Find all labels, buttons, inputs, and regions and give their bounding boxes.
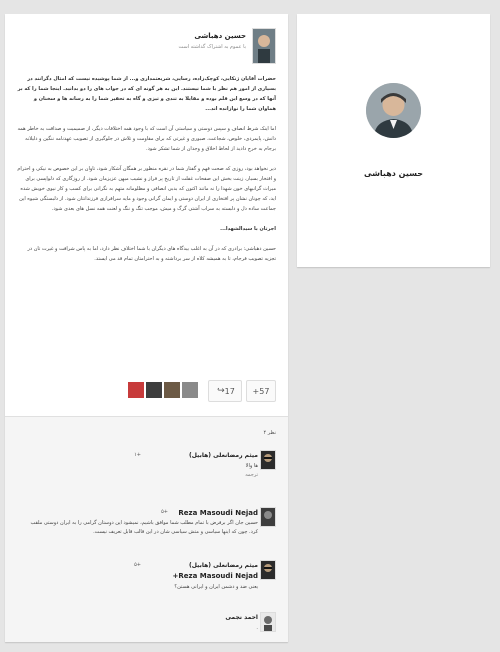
comment-item: [22, 507, 276, 557]
post-paragraph-1: حضرات آقایان ژنکایی، کوچک‌زاده، رسایی، شریعتمداری و... از شما پوشیده نیست که امثال دگرانند در بسیاری از امور هم نظر با شما نیستند. این به هر گونه ای که در جواب های را دو بدانید. اینجا شما را که بر آنها که در وسع این قلم بوده و مقابلا به تندی و تیزی و گاه به تحقیر شما را به رسانه ها و سخنان و هماوان شما را نوازانده اند...: [17, 76, 276, 112]
author-avatar[interactable]: [252, 28, 276, 64]
plusser-avatar-3[interactable]: [146, 382, 162, 398]
post-card: [5, 14, 288, 642]
profile-photo[interactable]: [366, 83, 421, 138]
commenter-name[interactable]: میثم رمضانعلی (هابیل): [189, 562, 258, 569]
comment-item: [22, 450, 276, 490]
commenter-avatar[interactable]: [260, 612, 276, 632]
commenter-avatar[interactable]: [260, 507, 276, 527]
commenter-name[interactable]: احمد نجمی: [225, 614, 258, 621]
avatar-photo-icon: [261, 508, 275, 526]
comment-plus-count[interactable]: +۵: [161, 509, 168, 515]
post-actions: [17, 377, 276, 401]
plusser-avatar-4[interactable]: [128, 382, 144, 398]
comment-item: [22, 612, 276, 652]
comment-text: .: [256, 625, 258, 631]
plus-one-button[interactable]: +57: [246, 380, 276, 402]
post-paragraph-4: اجرتان با سیدالشهدا...: [220, 226, 276, 232]
share-arrow-icon: ↪: [217, 386, 225, 396]
avatar-photo-icon: [261, 451, 275, 469]
comment-plus-count[interactable]: +۱: [134, 452, 141, 458]
share-button[interactable]: [208, 380, 242, 402]
share-count: 17: [224, 386, 235, 396]
avatar-photo-icon: [261, 613, 275, 631]
comment-text: ها والا: [245, 463, 258, 469]
post-author-name[interactable]: حسین دهباشی: [194, 32, 246, 40]
commenter-name[interactable]: میثم رمضانعلی (هابیل): [189, 452, 258, 459]
comment-text: حسین جان اگر برفرض با تمام مطلب شما موافق باشیم، نمیشود این دوستان گرامی را به ایران دوستی ملقب کرد. چون که اینها سیاسی و متش سیاسی شان در این قالب قابل تعریف نیست.: [30, 520, 258, 535]
post-header: [16, 28, 276, 78]
comment-mention[interactable]: +Reza Masoudi Nejad: [172, 572, 258, 580]
post-paragraph-2: اما اینک شرط انصاف و سپس دوستی و سیاستی آن است که با وجود همه اختلافات دیگر، از صمیمیت و صداقت به خاطر همه دانش، پایمردی، خلوص، شجاعت، صبوری و غیرتی که برای مقاومت و تلاش در جلوگیری از تصویب عهدنامه ننگین و ذلیلانه برجام به خرج دادید از لحاظ اخلاق و وجدان از شما تشکر شود.: [17, 126, 276, 152]
comment-text: یعنی ضد و دشمن ایران و ایرانی هستن؟: [174, 584, 258, 590]
comment-count: ۴ نظر: [263, 430, 276, 436]
post-paragraph-3: دیر نخواهد بود، روزی که صحت فهم و گفتار شما در نقره منظور بر همگان آشکار شود، تاوان بر این خصوص به نیکی و احترام و افتخار بسیار، زینت بخش این صفحات غفلت از تاریخ پر فراز و نشیب میهن عزیزمان شود. از روزگاری که دلواپسی برای میراث گرانبهای خون شهدا را نه مانند اکنون که بدبی انصافی و مظلومانه متهم به نگرانی برای کسب و کار نیوی خویش شده اید، که چونان نشان پر افتخاری از ایران دوستی و ایمان گرانی وجود و مایه سرافرازی فرزندانتان شود. از دلبستگی شیوه این جماعت ساده دل و دلبسته به سراب آشتی گرگ و میش، موجب تنگ و ننگ و لعنت همه نسل های بعدی شود.: [17, 166, 276, 212]
post-body: [17, 74, 276, 274]
comment-plus-count[interactable]: +۵: [134, 562, 141, 568]
author-photo-icon: [253, 29, 275, 63]
commenter-avatar[interactable]: [260, 450, 276, 470]
avatar-photo-icon: [261, 561, 275, 579]
profile-photo-icon: [366, 83, 421, 138]
post-visibility: با عموم به اشتراک گذاشته است: [178, 44, 246, 50]
plusser-avatar-2[interactable]: [164, 382, 180, 398]
commenter-name[interactable]: Reza Masoudi Nejad: [178, 509, 258, 517]
profile-name[interactable]: حسین دهباشی: [363, 169, 424, 178]
comments-section: [5, 416, 288, 642]
translate-link[interactable]: ترجمه: [245, 472, 258, 478]
plusser-avatar-1[interactable]: [182, 382, 198, 398]
commenter-avatar[interactable]: [260, 560, 276, 580]
comment-item: [22, 560, 276, 610]
profile-card: [297, 14, 490, 267]
post-paragraph-5: حسین دهباشی: برادری که در آن به اغلب بیدگاه های دیگران با شما اختلاف نظر دارد، اما به پاس شرافت و غیرت تان در تجزیه تصویب فرجام، تا به همیشه کلاه از سر برداشته و به احترامتان تمام قد می ایستد.: [27, 246, 276, 262]
